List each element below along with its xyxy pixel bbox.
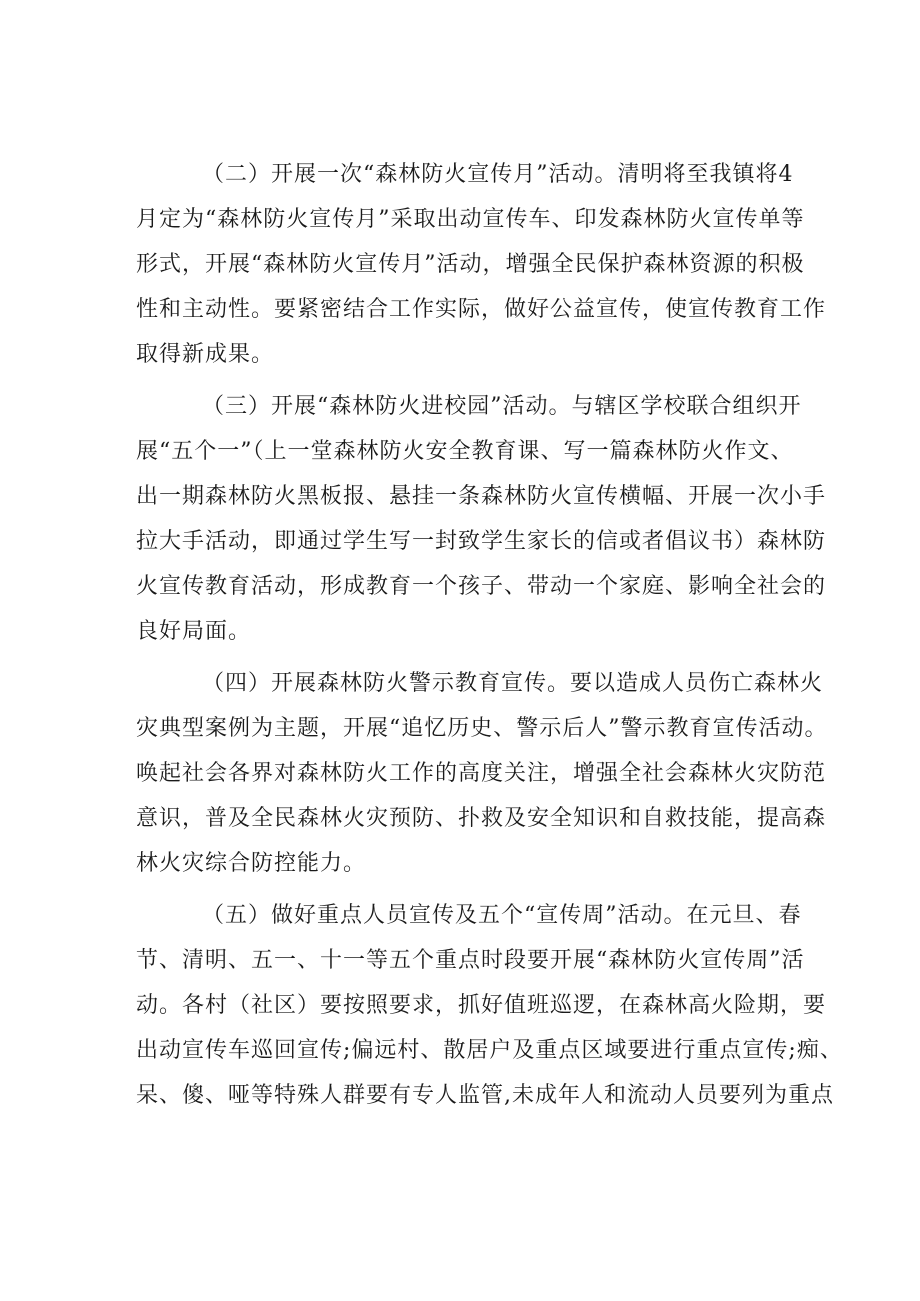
text-line: 节、清明、五一、十一等五个重点时段要开展“森林防火宣传周”活 — [136, 948, 805, 973]
text-line: 唤起社会各界对森林防火工作的高度关注，增强全社会森林火灾防范 — [136, 761, 827, 786]
text-line: （四）开展森林防火警示教育宣传。要以造成人员伤亡森林火 — [202, 671, 824, 696]
text-line: 林火灾综合防控能力。 — [136, 851, 367, 876]
paragraph-4 — [136, 661, 828, 886]
paragraph-3 — [136, 384, 827, 654]
text-line: 动。各村（社区）要按照要求，抓好值班巡逻，在森林高火险期，要 — [136, 993, 827, 1018]
text-line: 性和主动性。要紧密结合工作实际，做好公益宣传，使宣传教育工作 — [136, 297, 827, 322]
text-line: 灾典型案例为主题，开展“追忆历史、警示后人”警示教育宣传活动。 — [136, 716, 828, 741]
text-line: （三）开展“森林防火进校园”活动。与辖区学校联合组织开 — [202, 394, 802, 419]
text-line: 取得新成果。 — [136, 342, 275, 367]
text-line: 月定为“森林防火宣传月”采取出动宣传车、印发森林防火宣传单等 — [136, 207, 805, 232]
paragraph-5 — [136, 893, 843, 1118]
text-line: 良好局面。 — [136, 619, 252, 644]
text-line: （五）做好重点人员宣传及五个“宣传周”活动。在元旦、春 — [202, 903, 802, 928]
paragraph-2 — [136, 152, 827, 377]
text-line: 形式，开展“森林防火宣传月”活动，增强全民保护森林资源的积极 — [136, 252, 805, 277]
text-line: 拉大手活动，即通过学生写一封致学生家长的信或者倡议书）森林防 — [136, 529, 827, 554]
text-line: （二）开展一次“森林防火宣传月”活动。清明将至我镇将4 — [202, 162, 794, 187]
text-line: 呆、傻、哑等特殊人群要有专人监管,未成年人和流动人员要列为重点 — [136, 1083, 834, 1108]
text-line: 出动宣传车巡回宣传;偏远村、散居户及重点区域要进行重点宣传;痴、 — [136, 1038, 843, 1063]
text-line: 意识，普及全民森林火灾预防、扑救及安全知识和自救技能，提高森 — [136, 806, 827, 831]
text-line: 出一期森林防火黑板报、悬挂一条森林防火宣传横幅、开展一次小手 — [136, 484, 827, 509]
document-body — [136, 152, 843, 1125]
text-line: 展“五个一”（上一堂森林防火安全教育课、写一篇森林防火作文、 — [136, 439, 794, 464]
text-line: 火宣传教育活动，形成教育一个孩子、带动一个家庭、影响全社会的 — [136, 574, 827, 599]
